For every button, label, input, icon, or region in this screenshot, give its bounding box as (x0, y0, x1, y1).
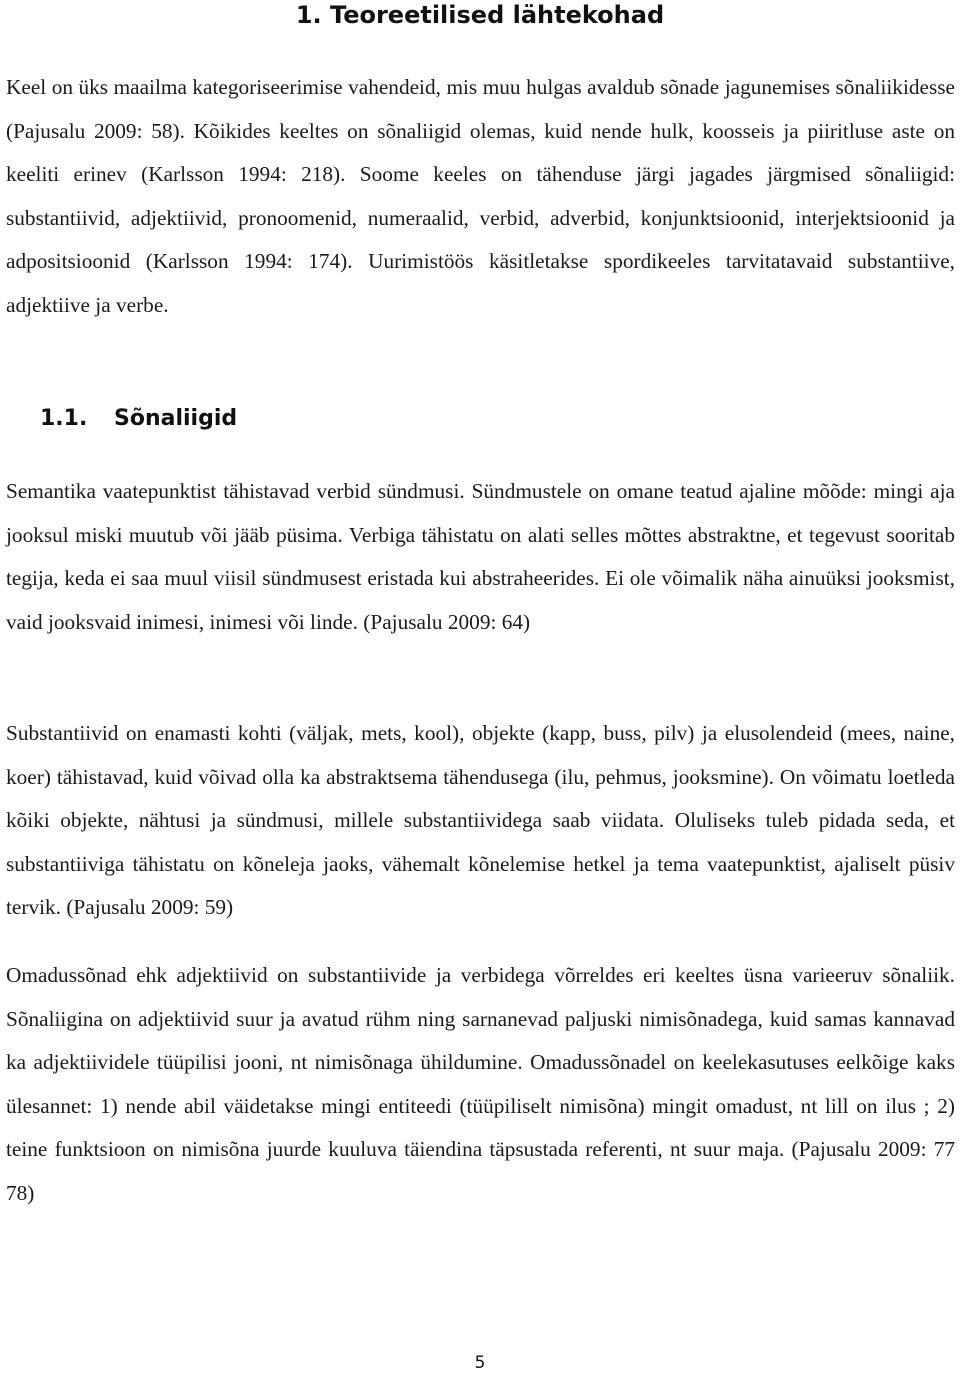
paragraph-verbs: Semantika vaatepunktist tähistavad verbid sündmusi. Sündmustele on omane teatud ajaline mõõde: mingi aja jooksul miski muutub või jääb püsima. Verbiga tähistatu on alati selles mõttes abstraktne, et tegevust sooritab tegija, keda ei saa muul viisil sündmusest eristada kui abstraheerides. Ei ole võimalik näha ainuüksi jooksmist, vaid jooksvaid inimesi, inimesi või linde. (Pajusalu 2009: 64) (6, 479, 955, 634)
paragraph-nouns: Substantiivid on enamasti kohti (väljak, mets, kool), objekte (kapp, buss, pilv) ja elusolendeid (mees, naine, koer) tähistavad, kuid võivad olla ka abstraktsema tähendusega (ilu, pehmus, jooksmine). On võimatu loetleda kõiki objekte, nähtusi ja sündmusi, millele substantiividega saab viidata. Oluliseks tuleb pidada seda, et substantiiviga tähistatu on kõneleja jaoks, vähemalt kõnelemise hetkel ja tema vaatepunktist, ajaliselt püsiv tervik. (Pajusalu 2009: 59) (6, 721, 955, 920)
paragraph-intro: Keel on üks maailma kategoriseerimise vahendeid, mis muu hulgas avaldub sõnade jagunemises sõnaliikidesse (Pajusalu 2009: 58). Kõikides keeltes on sõnaliigid olemas, kuid nende hulk, koosseis ja piiritluse aste on keeliti erinev (Karlsson 1994: 218). Soome keeles on tähenduse järgi jagades järgmised sõnaliigid: substantiivid, adjektiivid, pronoomenid, numeraalid, verbid, adverbid, konjunktsioonid, interjektsioonid ja adpositsioonid (Karlsson 1994: 174). Uurimistöös käsitletakse spordikeeles tarvitatavaid substantiive, adjektiive ja verbe. (6, 75, 955, 317)
section-heading (6, 404, 237, 434)
section-number: 1.1. (40, 406, 88, 431)
paragraph-adjectives: Omadussõnad ehk adjektiivid on substantiivide ja verbidega võrreldes eri keeltes üsna varieeruv sõnaliik. Sõnaliigina on adjektiivid suur ja avatud rühm ning sarnanevad paljuski nimisõnadega, kuid samas kannavad ka adjektiividele tüüpilisi jooni, nt nimisõnaga ühildumine. Omadussõnadel on keelekasutuses eelkõige kaks ülesannet: 1) nende abil väidetakse mingi entiteedi (tüüpiliselt nimisõna) mingit omadust, nt lill on ilus ; 2) teine funktsioon on nimisõna juurde kuuluva täiendina täpsustada referenti, nt suur maja. (Pajusalu 2009: 77 78) (6, 963, 955, 1205)
section-title: Sõnaliigid (114, 406, 238, 431)
chapter-heading: 1. Teoreetilised lähtekohad (295, 1, 665, 29)
page-number: 5 (474, 1353, 486, 1373)
